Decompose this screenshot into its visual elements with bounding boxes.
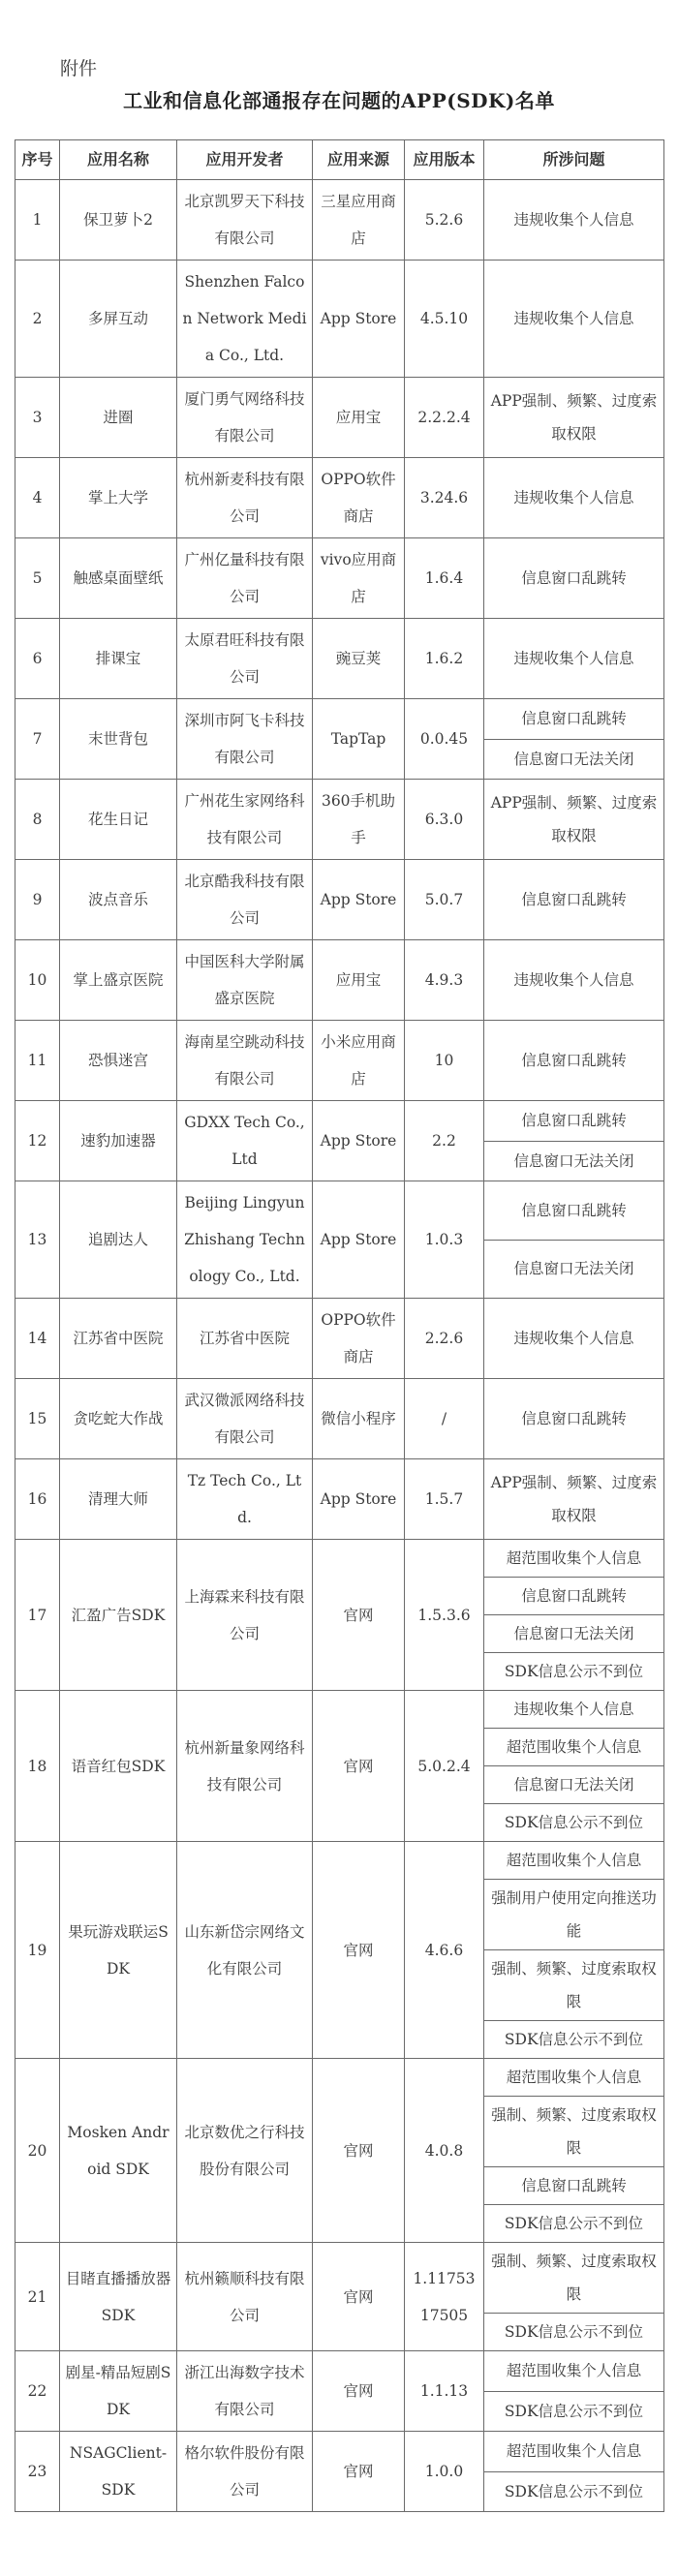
issue-item: 强制、频繁、过度索取权限 <box>484 2097 664 2167</box>
app-name: Mosken Android SDK <box>60 2059 177 2243</box>
issue-item: 违规收集个人信息 <box>484 1691 664 1729</box>
app-developer: 杭州新麦科技有限公司 <box>177 458 313 538</box>
app-source: OPPO软件商店 <box>313 458 405 538</box>
app-name: 速豹加速器 <box>60 1101 177 1181</box>
header-version: 应用版本 <box>405 140 484 180</box>
row-number: 17 <box>15 1540 60 1691</box>
app-developer: Shenzhen Falcon Network Media Co., Ltd. <box>177 261 313 378</box>
app-developer: 海南星空跳动科技有限公司 <box>177 1021 313 1101</box>
app-source: App Store <box>313 1459 405 1540</box>
row-number: 21 <box>15 2243 60 2351</box>
row-number: 5 <box>15 538 60 619</box>
app-developer: 山东新岱宗网络文化有限公司 <box>177 1842 313 2059</box>
app-developer: Beijing Lingyun Zhishang Technology Co., Ltd. <box>177 1181 313 1299</box>
issue-item: 信息窗口乱跳转 <box>484 1021 664 1101</box>
issue-item: 超范围收集个人信息 <box>484 1540 664 1578</box>
app-version: 1.5.7 <box>405 1459 484 1540</box>
table-row <box>15 1021 664 1101</box>
app-source: 微信小程序 <box>313 1379 405 1459</box>
row-number: 8 <box>15 780 60 860</box>
app-developer: 广州亿量科技有限公司 <box>177 538 313 619</box>
table-row <box>15 619 664 699</box>
table-row <box>15 538 664 619</box>
header-developer: 应用开发者 <box>177 140 313 180</box>
issue-item: 违规收集个人信息 <box>484 261 664 378</box>
app-developer: 中国医科大学附属盛京医院 <box>177 940 313 1021</box>
app-source: TapTap <box>313 699 405 780</box>
app-source: 官网 <box>313 1842 405 2059</box>
row-number: 3 <box>15 378 60 458</box>
row-number: 18 <box>15 1691 60 1842</box>
app-version: 1.0.0 <box>405 2432 484 2512</box>
issue-item: SDK信息公示不到位 <box>484 2314 664 2351</box>
app-developer: 广州花生家网络科技有限公司 <box>177 780 313 860</box>
app-version: 0.0.45 <box>405 699 484 780</box>
table-row <box>15 1540 664 1578</box>
app-version: 1.6.4 <box>405 538 484 619</box>
app-developer: 太原君旺科技有限公司 <box>177 619 313 699</box>
issue-item: SDK信息公示不到位 <box>484 2205 664 2243</box>
app-source: 小米应用商店 <box>313 1021 405 1101</box>
issue-item: 信息窗口乱跳转 <box>484 699 664 740</box>
issue-item: 强制、频繁、过度索取权限 <box>484 2243 664 2314</box>
row-number: 10 <box>15 940 60 1021</box>
table-row <box>15 261 664 378</box>
table-row <box>15 378 664 458</box>
app-developer: 上海霖来科技有限公司 <box>177 1540 313 1691</box>
app-developer: GDXX Tech Co., Ltd <box>177 1101 313 1181</box>
app-source: vivo应用商店 <box>313 538 405 619</box>
app-name: 触感桌面壁纸 <box>60 538 177 619</box>
table-row <box>15 2243 664 2314</box>
page-title: 工业和信息化部通报存在问题的APP(SDK)名单 <box>123 89 555 112</box>
app-source: 官网 <box>313 1691 405 1842</box>
app-developer: 北京凯罗天下科技有限公司 <box>177 180 313 261</box>
app-name: 追剧达人 <box>60 1181 177 1299</box>
app-version: 2.2.2.4 <box>405 378 484 458</box>
issue-item: 违规收集个人信息 <box>484 180 664 261</box>
app-version: / <box>405 1379 484 1459</box>
app-developer: 武汉微派网络科技有限公司 <box>177 1379 313 1459</box>
app-developer: 北京数优之行科技股份有限公司 <box>177 2059 313 2243</box>
app-version: 1.6.2 <box>405 619 484 699</box>
row-number: 6 <box>15 619 60 699</box>
app-name: 果玩游戏联运SDK <box>60 1842 177 2059</box>
issue-item: 违规收集个人信息 <box>484 1299 664 1379</box>
row-number: 13 <box>15 1181 60 1299</box>
app-version: 6.3.0 <box>405 780 484 860</box>
issue-item: APP强制、频繁、过度索取权限 <box>484 378 664 458</box>
issue-item: 违规收集个人信息 <box>484 940 664 1021</box>
app-version: 4.0.8 <box>405 2059 484 2243</box>
app-name: 掌上盛京医院 <box>60 940 177 1021</box>
issue-item: 信息窗口乱跳转 <box>484 1181 664 1241</box>
app-name: 贪吃蛇大作战 <box>60 1379 177 1459</box>
issue-item: 超范围收集个人信息 <box>484 2059 664 2097</box>
issue-item: SDK信息公示不到位 <box>484 2471 664 2512</box>
app-source: 360手机助手 <box>313 780 405 860</box>
row-number: 7 <box>15 699 60 780</box>
table-header-row <box>15 140 664 180</box>
table-row <box>15 1101 664 1142</box>
app-developer: 格尔软件股份有限公司 <box>177 2432 313 2512</box>
row-number: 22 <box>15 2351 60 2432</box>
issue-item: 超范围收集个人信息 <box>484 2432 664 2472</box>
row-number: 16 <box>15 1459 60 1540</box>
issue-item: 违规收集个人信息 <box>484 458 664 538</box>
app-name: 进圈 <box>60 378 177 458</box>
issue-item: 信息窗口乱跳转 <box>484 860 664 940</box>
issue-item: 信息窗口无法关闭 <box>484 739 664 780</box>
app-name: 目睹直播播放器SDK <box>60 2243 177 2351</box>
issue-item: 强制、频繁、过度索取权限 <box>484 1950 664 2021</box>
app-version: 2.2.6 <box>405 1299 484 1379</box>
app-version: 3.24.6 <box>405 458 484 538</box>
issue-item: 超范围收集个人信息 <box>484 1842 664 1880</box>
app-version: 5.0.2.4 <box>405 1691 484 1842</box>
issue-item: SDK信息公示不到位 <box>484 2391 664 2432</box>
app-source: 官网 <box>313 2432 405 2512</box>
table-row <box>15 1299 664 1379</box>
issue-item: 信息窗口乱跳转 <box>484 1101 664 1142</box>
app-source: 三星应用商店 <box>313 180 405 261</box>
issue-item: APP强制、频繁、过度索取权限 <box>484 1459 664 1540</box>
app-developer: 厦门勇气网络科技有限公司 <box>177 378 313 458</box>
row-number: 15 <box>15 1379 60 1459</box>
app-version: 1.1.13 <box>405 2351 484 2432</box>
app-developer: 江苏省中医院 <box>177 1299 313 1379</box>
app-version: 4.6.6 <box>405 1842 484 2059</box>
app-source: 官网 <box>313 2243 405 2351</box>
app-developer: Tz Tech Co., Ltd. <box>177 1459 313 1540</box>
header-no: 序号 <box>15 140 60 180</box>
table-row <box>15 1459 664 1540</box>
row-number: 4 <box>15 458 60 538</box>
app-name: 语音红包SDK <box>60 1691 177 1842</box>
app-source: App Store <box>313 1181 405 1299</box>
issue-item: SDK信息公示不到位 <box>484 2021 664 2059</box>
row-number: 23 <box>15 2432 60 2512</box>
app-source: App Store <box>313 261 405 378</box>
app-name: 汇盈广告SDK <box>60 1540 177 1691</box>
app-version: 5.2.6 <box>405 180 484 261</box>
app-developer: 杭州新量象网络科技有限公司 <box>177 1691 313 1842</box>
app-name: 清理大师 <box>60 1459 177 1540</box>
app-name: 保卫萝卜2 <box>60 180 177 261</box>
issue-item: 信息窗口乱跳转 <box>484 538 664 619</box>
issue-item: SDK信息公示不到位 <box>484 1653 664 1691</box>
table-row <box>15 2059 664 2097</box>
app-version: 1.1175317505 <box>405 2243 484 2351</box>
app-source: 豌豆荚 <box>313 619 405 699</box>
header-name: 应用名称 <box>60 140 177 180</box>
issue-item: 违规收集个人信息 <box>484 619 664 699</box>
row-number: 12 <box>15 1101 60 1181</box>
app-source: 官网 <box>313 2351 405 2432</box>
issue-item: 信息窗口无法关闭 <box>484 1615 664 1653</box>
app-name: 末世背包 <box>60 699 177 780</box>
app-name: 剧星-精品短剧SDK <box>60 2351 177 2432</box>
app-source: OPPO软件商店 <box>313 1299 405 1379</box>
table-row <box>15 1842 664 1880</box>
app-developer: 北京酷我科技有限公司 <box>177 860 313 940</box>
app-source: 官网 <box>313 2059 405 2243</box>
app-source: App Store <box>313 1101 405 1181</box>
app-source: 应用宝 <box>313 940 405 1021</box>
attachment-label: 附件 <box>60 58 98 79</box>
app-name: 恐惧迷宫 <box>60 1021 177 1101</box>
issue-item: 强制用户使用定向推送功能 <box>484 1880 664 1950</box>
issue-item: 信息窗口无法关闭 <box>484 1141 664 1181</box>
app-developer: 浙江出海数字技术有限公司 <box>177 2351 313 2432</box>
table-row <box>15 1181 664 1241</box>
app-name: 波点音乐 <box>60 860 177 940</box>
issue-item: SDK信息公示不到位 <box>484 1804 664 1842</box>
app-developer: 杭州籁顺科技有限公司 <box>177 2243 313 2351</box>
issue-item: 信息窗口无法关闭 <box>484 1240 664 1299</box>
app-source: 应用宝 <box>313 378 405 458</box>
app-version: 5.0.7 <box>405 860 484 940</box>
table-row <box>15 860 664 940</box>
table-row <box>15 780 664 860</box>
app-name: NSAGClient-SDK <box>60 2432 177 2512</box>
issue-item: 超范围收集个人信息 <box>484 1729 664 1766</box>
app-version: 2.2 <box>405 1101 484 1181</box>
row-number: 11 <box>15 1021 60 1101</box>
app-source: App Store <box>313 860 405 940</box>
row-number: 9 <box>15 860 60 940</box>
table-row <box>15 458 664 538</box>
issue-item: 信息窗口乱跳转 <box>484 1379 664 1459</box>
table-row <box>15 940 664 1021</box>
table-row <box>15 2351 664 2392</box>
row-number: 19 <box>15 1842 60 2059</box>
table-row <box>15 1379 664 1459</box>
app-source: 官网 <box>313 1540 405 1691</box>
issue-item: 信息窗口无法关闭 <box>484 1766 664 1804</box>
app-version: 1.5.3.6 <box>405 1540 484 1691</box>
table-body <box>15 180 664 2512</box>
app-list-table <box>15 139 664 2512</box>
app-version: 4.5.10 <box>405 261 484 378</box>
issue-item: 信息窗口乱跳转 <box>484 1578 664 1615</box>
row-number: 20 <box>15 2059 60 2243</box>
app-developer: 深圳市阿飞卡科技有限公司 <box>177 699 313 780</box>
app-name: 排课宝 <box>60 619 177 699</box>
table-row <box>15 2432 664 2472</box>
table-row <box>15 180 664 261</box>
app-name: 江苏省中医院 <box>60 1299 177 1379</box>
row-number: 2 <box>15 261 60 378</box>
table-row <box>15 699 664 740</box>
table-row <box>15 1691 664 1729</box>
app-version: 10 <box>405 1021 484 1101</box>
issue-item: APP强制、频繁、过度索取权限 <box>484 780 664 860</box>
row-number: 14 <box>15 1299 60 1379</box>
issue-item: 超范围收集个人信息 <box>484 2351 664 2392</box>
header-issues: 所涉问题 <box>484 140 664 180</box>
row-number: 1 <box>15 180 60 261</box>
app-version: 1.0.3 <box>405 1181 484 1299</box>
header-source: 应用来源 <box>313 140 405 180</box>
issue-item: 信息窗口乱跳转 <box>484 2167 664 2205</box>
app-name: 掌上大学 <box>60 458 177 538</box>
app-name: 花生日记 <box>60 780 177 860</box>
app-name: 多屏互动 <box>60 261 177 378</box>
app-version: 4.9.3 <box>405 940 484 1021</box>
